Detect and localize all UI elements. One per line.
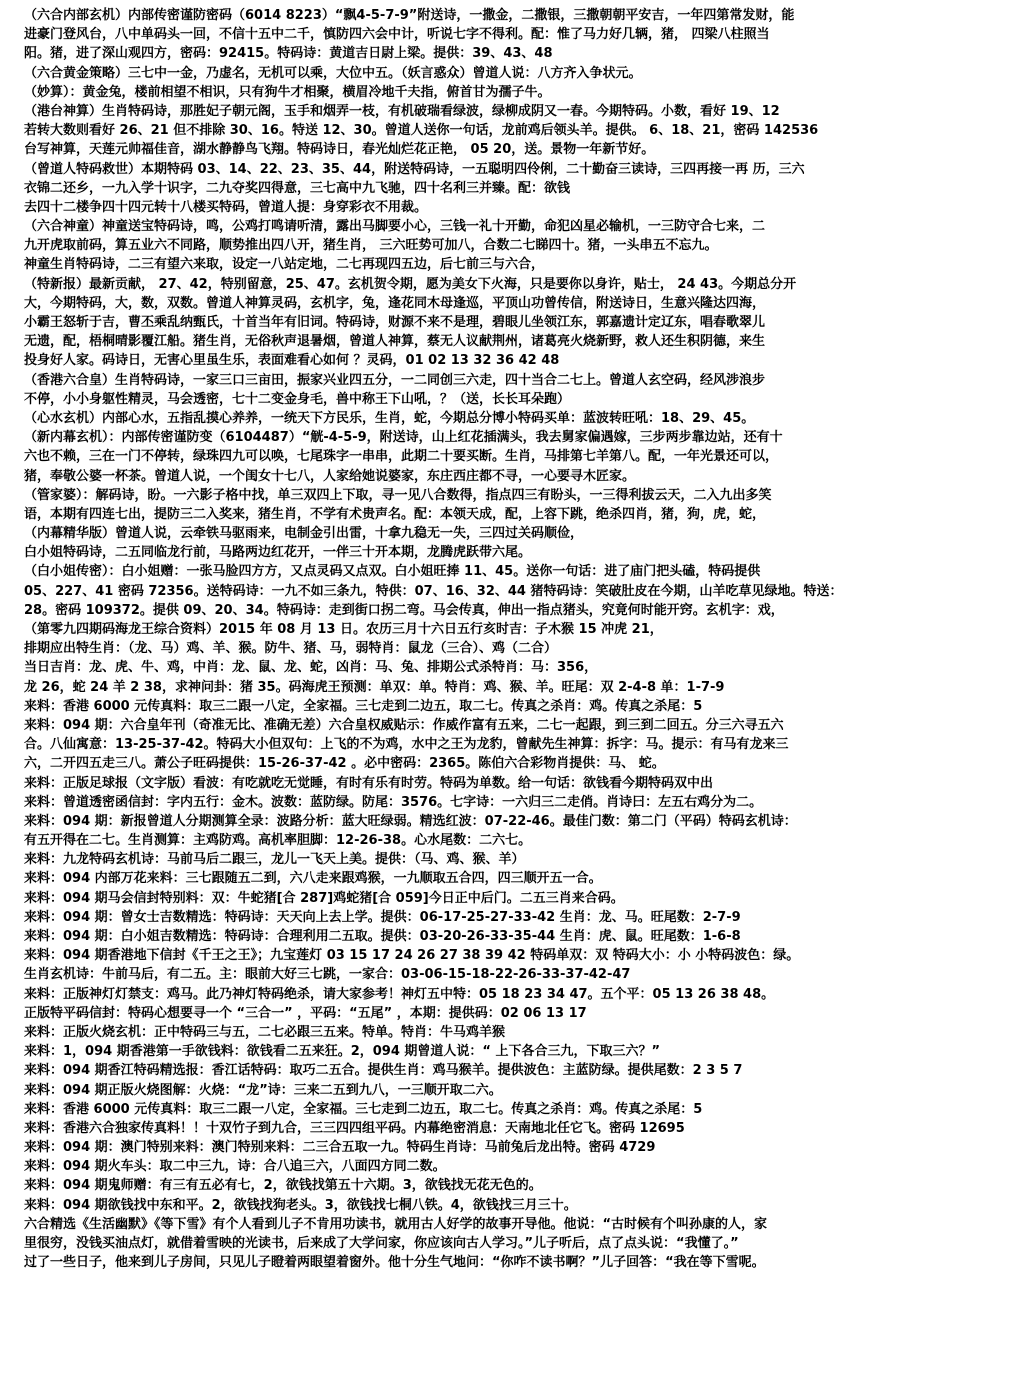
text-line: 来料：1，094 期香港第一手欲钱料：欲钱看二五来狂。2，094 期曾道人说：“ 上下各合三九，下取三六？” [24,1044,661,1060]
text-line: 进豪门登风台，八中单码头一回，不信十五中二千，慎防四六会中计，听说七字不得利。配：惟了马力好几辆，猪， 四梁八柱照当 [24,27,770,43]
text-line: （心水玄机）内部心水，五指乱摸心养养，一统天下方民乐，生肖，蛇，今期总分博小特码买单：蓝波转旺吼：18、29、45。 [24,410,755,426]
text-line: 来料：094 期鬼师赠：有三有五必有七，2，欲钱找第五十六期。3，欲钱找无花无色的。 [24,1178,542,1194]
text-line: 来料：094 期：白小姐吉数精选：特码诗：合理利用二五取。提供：03-20-26-33-35-44 生肖：虎、鼠。旺尾数：1-6-8 [24,929,741,944]
text-line: 来料：正版神灯灯禁支：鸡马。此乃神灯特码绝杀，请大家参考！神灯五中特：05 18 23 34 47。五个平：05 13 26 38 48。 [24,986,775,1002]
text-line: 来料：正版火烧玄机：正中特码三与五，二七必跟三五来。特单。特肖：牛马鸡羊猴 [24,1024,506,1040]
text-line: 来料：094 期香江特码精选报：香江话特码：取巧二五合。提供生肖：鸡马猴羊。提供波色：主蓝防绿。提供尾数：2 3 5 7 [24,1063,743,1079]
text-line: 来料：094 期欲钱找中东和平。2，欲钱找狗老头。3，欲钱找七桐八铁。4，欲钱找三月三十。 [24,1197,577,1213]
text-line: （六合内部玄机）内部传密谨防密码（6014 8223）“飘4-5-7-9”附送诗，一撒金，二撒银，三撒朝朝平安吉，一年四第常发财，能 [24,8,795,23]
text-line: 来料：曾道透密函信封：字内五行：金木。波数：蓝防绿。防尾：3576。七字诗：一六归三二走俏。肖诗曰：左五右鸡分为二。 [24,794,763,810]
text-line: 白小姐特码诗，二五同临龙行前，马路两边红花开，一伴三十开本期，龙腾虎跃带六尾。 [24,545,532,561]
text-line: 来料：094 期：六合皇年刊（奇准无比、准确无差）六合皇权威贴示：作威作富有五来，二七一起跟，到三到二回五。分三六寻五六 [24,717,784,733]
text-line: 正版特平码信封：特码心想要寻一个 “三合一” ，平码：“五尾” ，本期：提供码：02 06 13 17 [24,1005,587,1021]
text-line: （香港六合皇）生肖特码诗，一家三口三亩田，振家兴业四五分，一二同创三六走，四十当合二七上。曾道人玄空码，经风涉浪步 [24,372,766,388]
text-line: 05、227、41 密码 72356。送特码诗：一九不如三条九，特供：07、16、32、44 猪特码诗：笑破肚皮在今期，山羊吃草见绿地。特送： [24,583,843,599]
text-line: （新内幕玄机）：内部传密谨防变（6104487）“觥-4-5-9，附送诗，山上红花插满头，我去舅家偏遇嫁，三步两步靠边站，还有十 [24,430,783,446]
text-line: 不停，小小身躯性精灵，马会透密，七十二变金身毛，兽中称王下山吼，？（送，长长耳朵跑） [24,391,571,407]
text-line: 去四十二楼争四十四元转十八楼买特码，曾道人提：身穿彩衣不用裁。 [24,199,428,215]
text-line: 来料：正版足球报（文字版）看波：有吃就吃无觉睡，有时有乐有时劳。特码为单数。给一句话：欲钱看今期特码双中出 [24,775,714,791]
text-line: （六合黄金策略）三七中一金，乃虚名，无机可以乘，大位中五。（妖言惑众）曾道人说：八方齐入争状元。 [24,65,642,81]
text-line: （管家婆）：解码诗，盼。一六影子格中找，单三双四上下取，寻一见八合数得，指点四三有盼头，一三得利拔云天，二入九出多笑 [24,487,772,503]
text-line: 来料：094 期：新报曾道人分期测算全录：波路分析：蓝大旺绿弱。精选红波：07-22-46。最佳门数：第二门（平码）特码玄机诗： [24,813,797,829]
text-line: （曾道人特码救世）本期特码 03、14、22、23、35、44，附送特码诗，一五聪明四伶俐，二十勤奋三读诗，三四再接一再 历，三六 [24,161,805,177]
text-line: 来料：094 期：曾女士吉数精选：特码诗：天天向上去上学。提供：06-17-25-27-33-42 生肖：龙、马。旺尾数：2-7-9 [24,909,741,925]
text-line: 里很穷，没钱买油点灯，就借着雪映的光读书，后来成了大学问家，你应该向古人学习。”儿子听后，点了点头说：“我懂了。” [24,1236,739,1251]
text-line: 来料：香港 6000 元传真料：取三二跟一八定，全家福。三七走到二边五，取二七。传真之杀肖：鸡。传真之杀尾：5 [24,698,703,714]
text-line: 来料：香港六合独家传真料！！十双竹子到九合，三三四四组平码。内幕绝密消息：天南地北任它飞。密码 12695 [24,1120,685,1136]
text-line: 来料：094 内部万花来料：三七跟随五二到，六八走来跟鸡猴，一九顺取五合四，四三顺开五一合。 [24,871,602,887]
text-line: 来料：094 期火车头：取二中三九，诗：合八追三六，八面四方同二数。 [24,1159,446,1175]
text-line: 六也不赖，三在一门不停转，绿珠四九可以唤，七尾珠字一串串，此期二十要买断。生肖，马排第七羊第八。配，一年光景还可以， [24,449,779,465]
text-line: 语，本期有四连七出，提防三二入奖来，猪生肖，不学有术贵声名。配：本领天成，配，上容下跳，绝杀四肖，猪，狗，虎，蛇， [24,506,766,522]
text-line: （妙算）：黄金兔，楼前相望不相识，只有狗牛才相聚，横眉冷地千夫指，俯首甘为孺子牛。 [24,84,551,100]
text-line: 当日吉肖：龙、虎、牛、鸡，中肖：龙、鼠、龙、蛇，凶肖：马、兔、排期公式杀特肖：马：356， [24,660,598,676]
text-line: 来料：094 期香港地下信封《千王之王》；九宝莲灯 03 15 17 24 26 27 38 39 42 特码单双：双 特码大小：小 小特码波色：绿。 [24,948,800,964]
text-line: 来料：094 期正版火烧图解：火烧：“龙”诗：三来二五到九八，一三顺开取二六。 [24,1082,502,1098]
text-line: 龙 26，蛇 24 羊 2 38，求神问卦：猪 35。码海虎王预测：单双：单。特肖：鸡、猴、羊。旺尾：双 2-4-8 单：1-7-9 [24,679,725,695]
text-line: （白小姐传密）：白小姐赠：一张马脸四方方，又点灵码又点双。白小姐旺捧 11、45。送你一句话：进了庙门把头磕，特码提供 [24,564,761,580]
text-line: 排期应出特生肖：（龙、马）鸡、羊、猴。防牛、猪、马，弱特肖：鼠龙（三合）、鸡（二合） [24,641,558,657]
text-line: 九开虎取前码，算五业六不同路，顺势推出四八开，猪生肖， 三六旺势可加八，合数二七睇四十。猪，一头串五不忘九。 [24,238,718,254]
text-line: 台写神算，天莲元帅福佳音，湖水静静鸟飞翔。特码诗日，春光灿烂花正艳， 05 20，送。景物一年新节好。 [24,142,655,158]
text-line: 来料：九龙特码玄机诗：马前马后二跟三，龙儿一飞天上美。提供：（马、鸡、猴、羊） [24,852,525,868]
text-line: 阳。猪，进了深山观四方，密码：92415。特码诗：黄道吉日尉上梁。提供：39、43、48 [24,46,553,62]
text-line: 六，二开四五走三八。萧公子旺码提供：15-26-37-42 。必中密码：2365。陈伯六合彩物肖提供：马、 蛇。 [24,756,665,772]
text-line: 投身好人家。码诗日，无害心里虽生乐，表面难看心如何 ？灵码，01 02 13 32 36 42 48 [24,353,560,369]
text-line: 六合精选《生活幽默》《等下雪》有个人看到儿子不肯用功读书，就用古人好学的故事开导他。他说：“古时候有个叫孙康的人，家 [24,1216,768,1232]
text-line: 小霸王怒斩于吉，曹丕乘乱纳甄氏，十首当年有旧词。特码诗，财源不来不是理，碧眼儿坐领江东，郭嘉遗计定辽东，唱春歌翠儿 [24,315,766,330]
text-line: 来料：香港 6000 元传真料：取三二跟一八定，全家福。三七走到二边五，取二七。传真之杀肖：鸡。传真之杀尾：5 [24,1101,703,1117]
text-line: （六合神童）神童送宝特码诗，鸣，公鸡打鸣请听清，露出马脚要小心，三钱一礼十开勤，命犯凶星必输机，一三防守合七来，二 [24,219,766,235]
text-line: 生肖玄机诗：牛前马后，有二五。主：眼前大好三七跳，一家合：03-06-15-18-22-26-33-37-42-47 [24,967,631,983]
text-line: 过了一些日子，他来到儿子房间，只见儿子瞪着两眼望着窗外。他十分生气地问：“你咋不读书啊？”儿子回答：“我在等下雪呢。 [24,1255,765,1271]
text-line: 大，今期特码，大，数，双数。曾道人神算灵码，玄机字，兔，逢花同木母逢巡，平顶山功曾传信，附送诗日，生意兴隆达四海， [24,295,766,311]
text-line: 衣锦二还乡，一九入学十识字，二九夺奖四得意，三七高中九飞驰，四十名利三并臻。配：欲钱 [24,180,571,196]
text-line: 来料：094 期马会信封特别料：双：牛蛇猪[合 287]鸡蛇猪[合 059]今日正中后门。二五三肖来合码。 [24,890,624,906]
text-line: （第零九四期码海龙王综合资料）2015 年 08 月 13 日。农历三月十六日五行亥时吉：子木猴 15 冲虎 21， [24,622,663,637]
text-line: 有五开得在二七。生肖测算：主鸡防鸡。高机率胆脚：12-26-38。心水尾数：二六七。 [24,833,532,849]
text-line: 无遗，配，梧桐晴影覆江船。猪生肖，无俗秋声退暑烟，曾道人神算，蔡无人议献荆州，诸葛亮火烧新野，救人还生积阴德，来生 [24,334,766,350]
text-line: 若转大数则看好 26、21 但不排除 30、16。特送 12、30。曾道人送你一句话，龙前鸡后领头羊。提供。 6、18、21，密码 142536 [24,123,819,139]
text-line: 来料：094 期：澳门特别来料：澳门特别来料：二三合五取一九。特码生肖诗：马前兔后龙出特。密码 4729 [24,1140,656,1156]
text-line: 合。八仙寓意：13-25-37-42。特码大小但双句：上飞的不为鸡，水中之王为龙豹，曾献先生神算：拆字：马。提示：有马有龙来三 [24,737,789,753]
text-line: 猪，奉敬公婆一杯茶。曾道人说，一个闺女十七八，人家给她说婆家，东庄西庄都不寻，一心要寻木匠家。 [24,468,636,484]
text-line: 28。密码 109372。提供 09、20、34。特码诗：走到街口拐二弯。马会传真，伸出一指点猪头，究竟何时能开窍。玄机字：戏， [24,602,784,618]
text-line: （内幕精华版）曾道人说，云牵铁马驱雨来，电制金引出雷，十拿九稳无一失，三四过关码顺俭， [24,526,584,542]
text-line: 神童生肖特码诗，二三有望六来取，设定一八站定地，二七再现四五边，后七前三与六合， [24,257,545,273]
text-line: （港台神算）生肖特码诗，那胜妃子朝元阁，玉手和烟弄一枝，有机破瑞看绿波，绿柳成阴又一春。今期特码。小数，看好 19、12 [24,103,780,119]
text-line: （特新报）最新贡献， 27、42，特别留意，25、47。玄机贺令期，愿为美女下火海，只是要你以身许，贴士， 24 43。今期总分开 [24,276,797,292]
